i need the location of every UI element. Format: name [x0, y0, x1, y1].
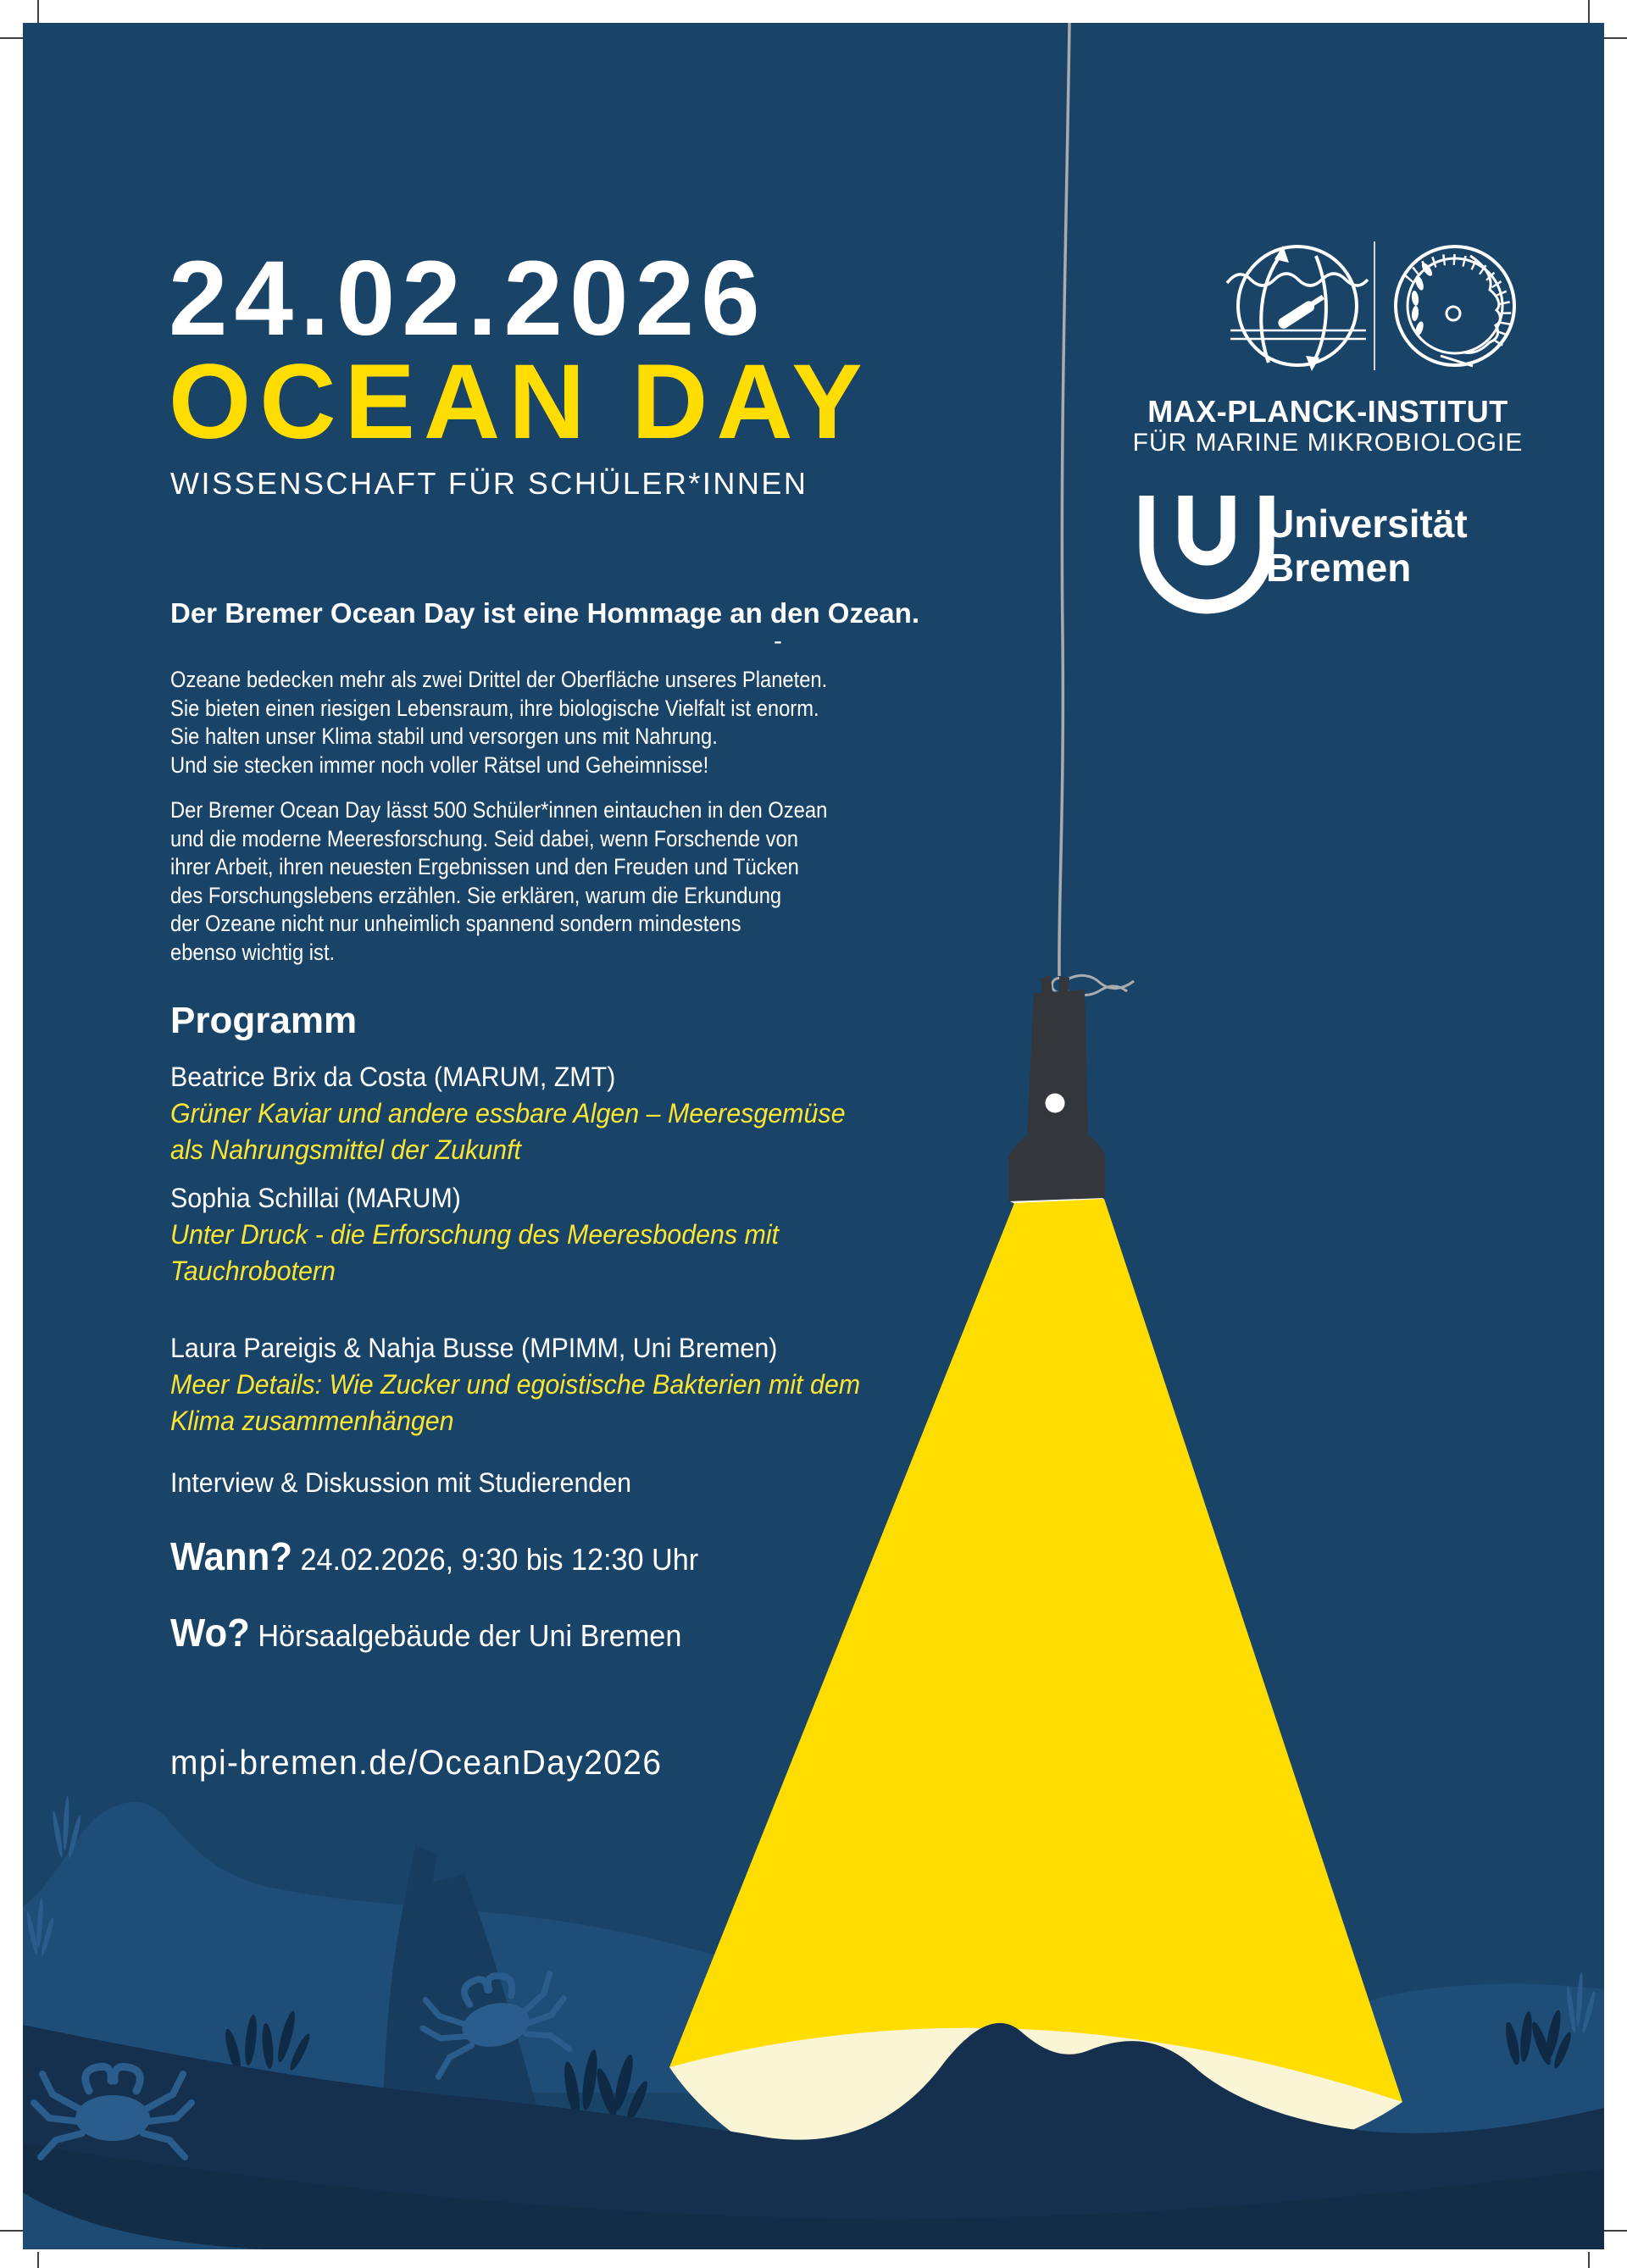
body-line: der Ozeane nicht nur unheimlich spannend sondern mindestens	[170, 911, 741, 936]
program-speaker: Beatrice Brix da Costa (MARUM, ZMT)	[170, 1062, 616, 1092]
uni-bremen-text-line2: Bremen	[1266, 546, 1412, 590]
body-line: Der Bremer Ocean Day lässt 500 Schüler*innen eintauchen in den Ozean	[170, 797, 828, 823]
intro-line: Und sie stecken immer noch voller Rätsel und Geheimnisse!	[170, 751, 709, 778]
where-row	[170, 1613, 681, 1662]
intro-paragraph	[170, 666, 827, 779]
program-talk-title: Meer Details: Wie Zucker und egoistische Bakterien mit dem	[170, 1369, 861, 1400]
stray-dash: -	[774, 627, 782, 655]
intro-headline: Der Bremer Ocean Day ist eine Hommage an den Ozean.	[170, 597, 919, 629]
program-extra: Interview & Diskussion mit Studierenden	[170, 1467, 632, 1498]
program-speaker: Laura Pareigis & Nahja Busse (MPIMM, Uni Bremen)	[170, 1333, 778, 1363]
body-paragraph	[170, 796, 827, 967]
event-url: mpi-bremen.de/OceanDay2026	[170, 1743, 663, 1782]
program-talk-title: Tauchrobotern	[170, 1256, 336, 1286]
when-value: 24.02.2026, 9:30 bis 12:30 Uhr	[292, 1542, 699, 1577]
intro-line: Sie bieten einen riesigen Lebensraum, ihre biologische Vielfalt ist enorm.	[170, 695, 819, 721]
mpi-logo-text-line1: MAX-PLANCK-INSTITUT	[1147, 394, 1508, 429]
flashlight-button	[1046, 1094, 1065, 1113]
intro-line: Sie halten unser Klima stabil und versorgen uns mit Nahrung.	[170, 724, 718, 749]
when-row	[170, 1534, 699, 1586]
body-line: und die moderne Meeresforschung. Seid dabei, wenn Forschende von	[170, 825, 798, 851]
program-heading: Programm	[170, 1000, 358, 1041]
event-date: 24.02.2026	[169, 240, 767, 358]
body-line: ihrer Arbeit, ihren neuesten Ergebnissen und den Freuden und Tücken	[170, 854, 799, 879]
program-talk-title: als Nahrungsmittel der Zukunft	[170, 1134, 521, 1165]
mpi-logo-text-line2: FÜR MARINE MIKROBIOLOGIE	[1132, 429, 1524, 457]
program-entry	[170, 1059, 845, 1168]
event-title: OCEAN DAY	[169, 343, 871, 461]
body-line: des Forschungslebens erzählen. Sie erklären, warum die Erkundung	[170, 882, 782, 908]
program-talk-title: Grüner Kaviar und andere essbare Algen – Meeresgemüse	[170, 1098, 846, 1128]
program-talk-title: Klima zusammenhängen	[170, 1406, 454, 1436]
crop-mark-bottom-right-v	[1588, 2252, 1590, 2268]
intro-line: Ozeane bedecken mehr als zwei Drittel der Oberfläche unseres Planeten.	[170, 667, 828, 692]
uni-bremen-text-line1: Universität	[1266, 502, 1468, 546]
program-entry	[170, 1330, 860, 1439]
where-value: Hörsaalgebäude der Uni Bremen	[249, 1618, 682, 1653]
when-label: Wann?	[170, 1534, 293, 1578]
program-speaker: Sophia Schillai (MARUM)	[170, 1183, 461, 1213]
program-entry	[170, 1180, 779, 1289]
crop-mark-bottom-left-v	[37, 2252, 39, 2268]
program-talk-title: Unter Druck - die Erforschung des Meeresbodens mit	[170, 1219, 780, 1250]
body-line: ebenso wichtig ist.	[170, 939, 336, 965]
event-subtitle: WISSENSCHAFT FÜR SCHÜLER*INNEN	[170, 466, 808, 501]
where-label: Wo?	[170, 1611, 250, 1655]
